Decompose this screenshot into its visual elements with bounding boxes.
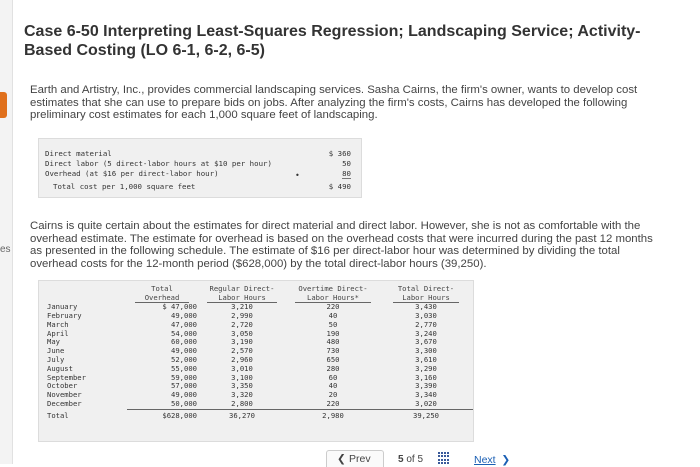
- page-of: of: [406, 454, 415, 465]
- cost-amount: 80: [342, 169, 351, 178]
- cost-row-overhead: [45, 169, 355, 179]
- overhead-cell: 49,000: [171, 310, 197, 320]
- schedule-table: [39, 285, 473, 421]
- total-hours-cell: 3,300: [415, 346, 437, 356]
- total-hours-cell: 3,020: [415, 398, 437, 408]
- header-total-hours: Total Direct-Labor Hours: [393, 285, 459, 303]
- cost-row-total: [45, 182, 355, 192]
- table-row: [39, 391, 473, 400]
- overhead-cell: 47,000: [171, 319, 197, 329]
- header-regular-hours: Regular Direct-Labor Hours: [207, 285, 277, 303]
- side-label: es: [0, 244, 11, 255]
- total-hours-cell: 3,160: [415, 372, 437, 382]
- table-row: [39, 382, 473, 391]
- month-cell: June: [47, 346, 65, 356]
- overtime-hours-cell: 220: [326, 398, 340, 408]
- regular-hours-cell: 2,960: [231, 354, 253, 364]
- table-row: [39, 312, 473, 321]
- cost-label: Overhead (at $16 per direct-labor hour): [45, 169, 219, 178]
- overhead-cell: 52,000: [171, 354, 197, 364]
- header-cell: [197, 285, 287, 303]
- overhead-cell: $628,000: [127, 409, 197, 420]
- cost-label: Direct labor (5 direct-labor hours at $10 per hour): [45, 159, 272, 168]
- cost-amount: 50: [342, 159, 351, 168]
- page-title: Case 6-50 Interpreting Least-Squares Regression; Landscaping Service; Activity-Based Costing (LO 6-1, 6-2, 6-5): [24, 23, 641, 59]
- total-hours-cell: 3,290: [415, 363, 437, 373]
- overtime-hours-cell: 40: [328, 310, 338, 320]
- prev-label: Prev: [349, 453, 371, 465]
- overtime-hours-cell: 650: [326, 354, 340, 364]
- header-cell: [379, 285, 473, 303]
- overhead-cell: 60,000: [171, 337, 197, 347]
- chevron-right-icon: ❯: [498, 454, 511, 466]
- overtime-hours-cell: 60: [328, 372, 338, 382]
- next-label: Next: [474, 454, 496, 466]
- overtime-hours-cell: 280: [326, 363, 340, 373]
- header-overtime-hours: Overtime Direct-Labor Hours*: [295, 285, 371, 303]
- table-row: [39, 330, 473, 339]
- overhead-cell: 55,000: [171, 363, 197, 373]
- table-row: [39, 374, 473, 383]
- month-cell: August: [47, 363, 73, 373]
- table-row: [39, 338, 473, 347]
- total-hours-cell: 3,430: [415, 302, 437, 312]
- next-button[interactable]: [474, 454, 510, 466]
- month-cell: July: [47, 354, 65, 364]
- intro-paragraph: Earth and Artistry, Inc., provides commercial landscaping services. Sasha Cairns, the firm's owner, wants to develop cost estimates that she can use to prepare bids on jobs. After analyzing the firm's costs, Cairns has developed the following preliminary cost estimates for each 1,000 square feet of landscaping.: [30, 84, 638, 122]
- regular-hours-cell: 3,100: [231, 372, 253, 382]
- left-rail: [0, 0, 13, 464]
- chevron-left-icon: ❮: [337, 453, 346, 465]
- cost-label: Total cost per 1,000 square feet: [53, 182, 196, 191]
- grid-icon[interactable]: [438, 452, 450, 464]
- overhead-schedule: [38, 280, 474, 442]
- month-cell: November: [47, 390, 82, 400]
- total-hours-cell: 39,250: [379, 409, 473, 420]
- total-hours-cell: 3,240: [415, 328, 437, 338]
- cost-estimate-box: [38, 138, 362, 198]
- header-total-overhead: Total Overhead: [135, 285, 189, 303]
- page-current: 5: [398, 454, 404, 465]
- regular-hours-cell: 2,570: [231, 346, 253, 356]
- overtime-hours-cell: 40: [328, 381, 338, 391]
- total-hours-cell: 3,030: [415, 310, 437, 320]
- overhead-cell: 54,000: [171, 328, 197, 338]
- regular-hours-cell: 2,720: [231, 319, 253, 329]
- regular-hours-cell: 3,210: [231, 302, 253, 312]
- header-cell: [287, 285, 379, 303]
- prev-button[interactable]: [326, 450, 384, 467]
- cost-row-labor: [45, 159, 355, 169]
- month-cell: February: [47, 310, 82, 320]
- overtime-hours-cell: 480: [326, 337, 340, 347]
- month-cell: September: [47, 372, 86, 382]
- overhead-cell: 50,000: [171, 398, 197, 408]
- overtime-hours-cell: 50: [328, 319, 338, 329]
- regular-hours-cell: 3,350: [231, 381, 253, 391]
- page-indicator: [398, 454, 423, 465]
- regular-hours-cell: 3,320: [231, 390, 253, 400]
- overtime-hours-cell: 190: [326, 328, 340, 338]
- month-cell: March: [47, 319, 69, 329]
- overhead-cell: 59,000: [171, 372, 197, 382]
- table-row: [39, 321, 473, 330]
- table-row: [39, 365, 473, 374]
- overhead-cell: 57,000: [171, 381, 197, 391]
- overtime-hours-cell: 20: [328, 390, 338, 400]
- regular-hours-cell: 2,800: [231, 398, 253, 408]
- month-cell: May: [47, 337, 60, 347]
- overtime-hours-cell: 220: [326, 302, 340, 312]
- page-total: 5: [417, 454, 424, 465]
- table-row: [39, 400, 473, 409]
- table-row: [39, 303, 473, 312]
- regular-hours-cell: 2,990: [231, 310, 253, 320]
- cost-row-material: [45, 149, 355, 159]
- side-tab-marker[interactable]: [0, 92, 7, 118]
- month-cell: January: [47, 302, 78, 312]
- total-hours-cell: 2,770: [415, 319, 437, 329]
- overtime-hours-cell: 2,980: [287, 409, 379, 420]
- total-hours-cell: 3,670: [415, 337, 437, 347]
- regular-hours-cell: 3,010: [231, 363, 253, 373]
- table-row: [39, 356, 473, 365]
- overhead-paragraph: Cairns is quite certain about the estimates for direct material and direct labor. However, she is not as comfortable with the overhead estimate. The estimate for overhead is based on the overhead costs that were incurred during the past 12 months as presented in the following schedule. The estimate of $16 per direct-labor hour was determined by dividing the total overhead costs for the 12-month period ($628,000) by the total direct-labor hours (39,250).: [30, 220, 653, 270]
- total-hours-cell: 3,390: [415, 381, 437, 391]
- overhead-cell: 49,000: [171, 346, 197, 356]
- cost-amount: $ 490: [328, 182, 351, 191]
- regular-hours-cell: 3,190: [231, 337, 253, 347]
- month-cell: December: [47, 399, 82, 409]
- overhead-cell: $ 47,000: [162, 302, 197, 312]
- regular-hours-cell: 36,270: [197, 409, 287, 420]
- table-row: [39, 347, 473, 356]
- total-hours-cell: 3,610: [415, 354, 437, 364]
- header-cell: [127, 285, 197, 303]
- cost-label: Direct material: [45, 149, 112, 158]
- month-cell: Total: [47, 410, 69, 420]
- header-month: [39, 285, 127, 303]
- schedule-body: [39, 303, 473, 420]
- month-cell: October: [47, 381, 78, 391]
- overtime-hours-cell: 730: [326, 346, 340, 356]
- month-cell: April: [47, 328, 69, 338]
- table-header-row: [39, 285, 473, 303]
- overhead-cell: 49,000: [171, 390, 197, 400]
- total-hours-cell: 3,340: [415, 390, 437, 400]
- cost-amount: $ 360: [328, 149, 351, 158]
- regular-hours-cell: 3,050: [231, 328, 253, 338]
- dot-mark: •: [295, 171, 300, 180]
- total-row: [39, 409, 473, 420]
